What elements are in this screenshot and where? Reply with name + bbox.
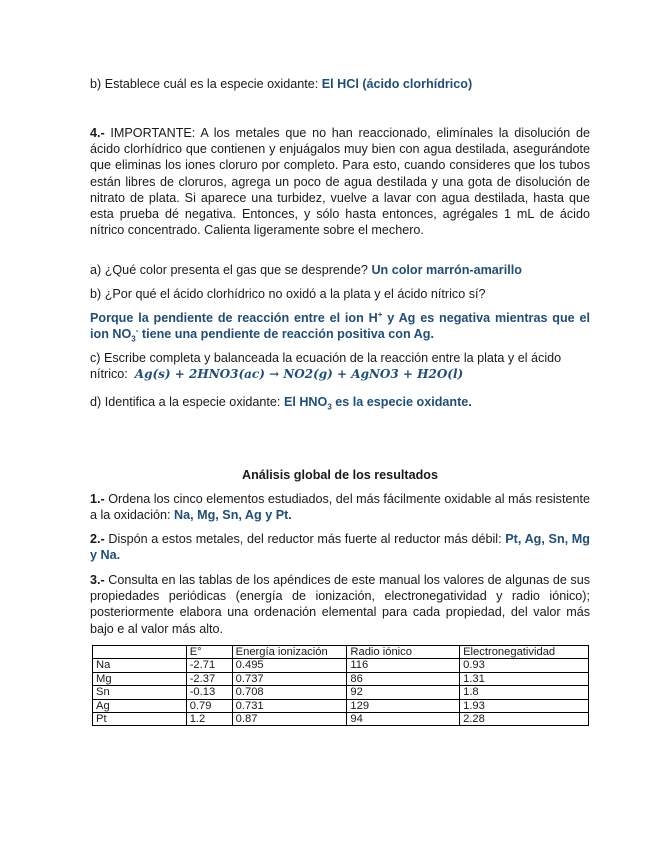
question-4d-answer [283, 395, 472, 412]
global-question-1-text: Ordena los cinco elementos estudiados, del más fácilmente oxidable al más resistente a la oxidación: [90, 492, 590, 523]
table-row [93, 672, 589, 685]
answer-4b-part-3: tiene una pendiente de reacción positiva con Ag. [138, 327, 434, 342]
global-question-3-number: 3.- [90, 573, 105, 587]
global-question-1 [90, 491, 590, 523]
table-cell: 0.495 [232, 659, 347, 672]
table-cell: Mg [93, 672, 187, 685]
table-header-cell: Radio iónico [347, 646, 460, 659]
global-question-2 [90, 531, 590, 563]
table-header-cell: E° [186, 646, 232, 659]
question-3b [90, 76, 590, 92]
table-cell: Sn [93, 686, 187, 699]
global-question-3-text: Consulta en las tablas de los apéndices de este manual los valores de algunas de sus propiedades periódicas (energía de ionización, electronegatividad y radio iónico); posteriormente elabora una ordenación elemental para cada propiedad, del valor más bajo e al valor más alto. [90, 573, 590, 636]
table-cell: -2.37 [186, 672, 232, 685]
table-cell: 0.79 [186, 699, 232, 712]
table-header-row [93, 646, 589, 659]
table-cell: 2.28 [460, 713, 589, 726]
table-cell: 1.8 [460, 686, 589, 699]
table-header-cell: Energía ionización [232, 646, 347, 659]
table-cell: 116 [347, 659, 460, 672]
table-cell: 0.93 [460, 659, 589, 672]
global-question-2-answer: Pt, Ag, Sn, Mg y Na. [90, 532, 590, 563]
reaction-equation: Ag(s) + 2HNO3(ac) → NO2(g) + AgNO3 + H2O(l) [134, 367, 464, 382]
table-cell: 129 [347, 699, 460, 712]
table-header-cell [93, 646, 187, 659]
table-cell: 0.737 [232, 672, 347, 685]
question-4b-answer [90, 310, 590, 342]
table-cell: 0.731 [232, 699, 347, 712]
periodic-properties-table [92, 645, 589, 726]
answer-4b-sub: 3 [131, 334, 136, 344]
answer-4d-part-1: El HNO [283, 395, 328, 409]
question-4b: b) ¿Por qué el ácido clorhídrico no oxidó a la plata y el ácido nítrico sí? [90, 287, 486, 301]
table-header-cell: Electronegatividad [460, 646, 589, 659]
global-question-1-number: 1.- [90, 492, 105, 506]
table-cell: 1.2 [186, 713, 232, 726]
question-4c [90, 350, 590, 382]
question-3b-text: b) Establece cuál es la especie oxidante: [90, 77, 322, 91]
question-4d [90, 394, 590, 410]
answer-4d-part-2: es la especie oxidante. [331, 395, 472, 409]
answer-4b-sup-plus: + [377, 309, 383, 319]
table-cell: 0.87 [232, 713, 347, 726]
table-cell: 0.708 [232, 686, 347, 699]
question-4-number: 4.- [90, 126, 105, 140]
answer-4b-sup-minus: - [135, 326, 139, 336]
answer-4d-sub: 3 [327, 402, 332, 412]
table-cell: -0.13 [186, 686, 232, 699]
global-question-2-text: Dispón a estos metales, del reductor más fuerte al reductor más débil: [104, 532, 506, 546]
table-row [93, 699, 589, 712]
section-heading: Análisis global de los resultados [242, 468, 438, 482]
table-cell: 1.31 [460, 672, 589, 685]
table-cell: 86 [347, 672, 460, 685]
question-3b-answer: El HCl (ácido clorhídrico) [321, 77, 473, 91]
question-4a-text: a) ¿Qué color presenta el gas que se desprende? [90, 263, 372, 277]
table-cell: -2.71 [186, 659, 232, 672]
table-cell: Pt [93, 713, 187, 726]
global-question-2-number: 2.- [90, 532, 105, 546]
question-4c-text: c) Escribe completa y balanceada la ecuación de la reacción entre la plata y el ácido nítrico: [90, 351, 562, 382]
table-cell: 1.93 [460, 699, 589, 712]
question-4-text: IMPORTANTE: A los metales que no han reaccionado, elimínales la disolución de ácido clorhídrico que contienen y enjuágalos muy bien con agua destilada, asegurándote que eliminas los iones cloruro por completo. Para esto, cuando consideres que los tubos están libres de cloruros, agrega un poco de agua destilada y una gota de disolución de nitrato de plata. Si aparece una turbidez, vuelve a lavar con agua destilada, hasta que esta prueba dé negativa. Entonces, y sólo hasta entonces, agrégales 1 mL de ácido nítrico concentrado. Calienta ligeramente sobre el mechero. [90, 126, 590, 238]
table-cell: Na [93, 659, 187, 672]
question-4a-answer: Un color marrón-amarillo [371, 263, 522, 277]
answer-4b-part-2: y Ag es negativa mientras que el ion NO [90, 311, 590, 342]
table-row [93, 659, 589, 672]
global-question-1-answer: Na, Mg, Sn, Ag y Pt. [174, 508, 292, 523]
question-4a [90, 262, 590, 278]
table-cell: Ag [93, 699, 187, 712]
answer-4b-part-1: Porque la pendiente de reacción entre el ion H [90, 311, 378, 325]
global-question-3 [90, 572, 590, 637]
question-4d-text: d) Identifica a la especie oxidante: [90, 395, 284, 409]
table-row [93, 686, 589, 699]
question-4-instructions [90, 125, 590, 238]
table-cell: 94 [347, 713, 460, 726]
table-row [93, 713, 589, 726]
table-cell: 92 [347, 686, 460, 699]
